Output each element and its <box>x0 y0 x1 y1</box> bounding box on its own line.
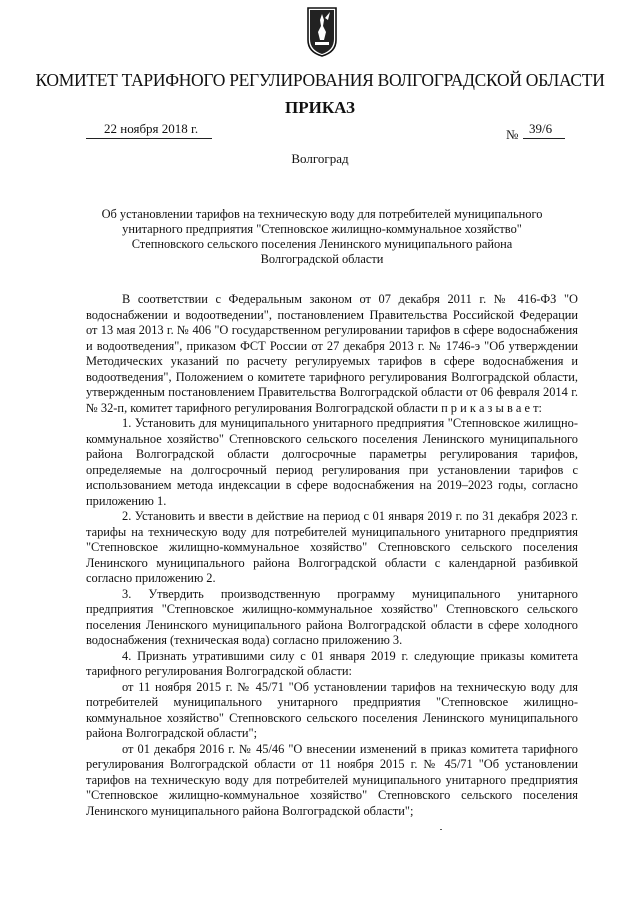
preamble-paragraph <box>86 292 578 416</box>
document-type: ПРИКАЗ <box>285 98 355 117</box>
city: Волгоград <box>291 151 349 166</box>
date-underline <box>86 138 212 139</box>
preamble-text: В соответствии с Федеральным законом от 07 декабря 2011 г. № 416-ФЗ "О водоснабжении и водоотведении", постановлением Правительства Российской Федерации от 13 мая 2013 г. № 406 "О государственном регулировании тарифов в сфере водоснабжения и водоотведения", приказом ФСТ России от 27 декабря 2013 г. № 1746-э "Об утверждении Методических указаний по расчету регулируемых тарифов в сфере водоснабжения и водоотведения", Положением о комитете тарифного регулирования Волгоградской области, утвержденным постановлением Правительства Волгоградской области от 06 февраля 2014 г. № 32-п, комитет тарифного регулирования Волгоградской области <box>86 292 578 415</box>
item-4: 4. Признать утратившими силу с 01 января 2019 г. следующие приказы комитета тарифного регулирования Волгоградской области: <box>86 648 578 678</box>
number-label: № <box>506 127 519 142</box>
volgograd-coat-of-arms-icon <box>306 6 338 58</box>
document-body <box>86 292 578 819</box>
item-3: 3. Утвердить производственную программу муниципального унитарного предприятия "Степновское жилищно-коммунальное хозяйство" Степновского сельского поселения Ленинского муниципального района Волгоградской области в сфере холодного водоснабжения (техническая вода) согласно приложению 3. <box>86 586 578 647</box>
item-2: 2. Установить и ввести в действие на период с 01 января 2019 г. по 31 декабря 2023 г. тарифы на техническую воду для потребителей муниципального унитарного предприятия "Степновское жилищно-коммунальное хозяйство" Степновского сельского поселения Ленинского муниципального района Волгоградской области с календарной разбивкой согласно приложению 2. <box>86 509 578 585</box>
item-1: 1. Установить для муниципального унитарного предприятия "Степновское жилищно-коммунальное хозяйство" Степновского сельского поселения Ленинского муниципального района Волгоградской области долгосрочные параметры регулирования тарифов, определяемые на долгосрочный период регулирования при установлении тарифов с использованием метода индексации в сфере водоснабжения на 2019–2023 годы, согласно приложению 1. <box>86 416 578 508</box>
item-4b: от 01 декабря 2016 г. № 45/46 "О внесении изменений в приказ комитета тарифного регулирования Волгоградской области от 11 ноября 2015 г. № 45/71 "Об установлении тарифов на техническую воду для потребителей муниципального унитарного предприятия "Степновское жилищно-коммунальное хозяйство" Степновского сельского поселения Ленинского муниципального района Волгоградской области"; <box>86 741 578 818</box>
scan-speck <box>440 829 442 830</box>
orders-word: п р и к а з ы в а е т: <box>441 400 542 415</box>
document-date: 22 ноября 2018 г. <box>104 121 199 136</box>
item-4a: от 11 ноября 2015 г. № 45/71 "Об установлении тарифов на техническую воду для потребителей муниципального унитарного предприятия "Степновское жилищно-коммунальное хозяйство" Степновского сельского поселения Ленинского муниципального района Волгоградской области"; <box>86 679 578 740</box>
number-underline <box>523 138 565 139</box>
document-subject: Об установлении тарифов на техническую воду для потребителей муниципального унитарного предприятия "Степновское жилищно-коммунальное хозяйство" Степновского сельского поселения Ленинского муниципального района Волгоградской области <box>101 207 543 266</box>
document-number: 39/6 <box>529 121 553 136</box>
organization-name: КОМИТЕТ ТАРИФНОГО РЕГУЛИРОВАНИЯ ВОЛГОГРАДСКОЙ ОБЛАСТИ <box>35 70 605 90</box>
